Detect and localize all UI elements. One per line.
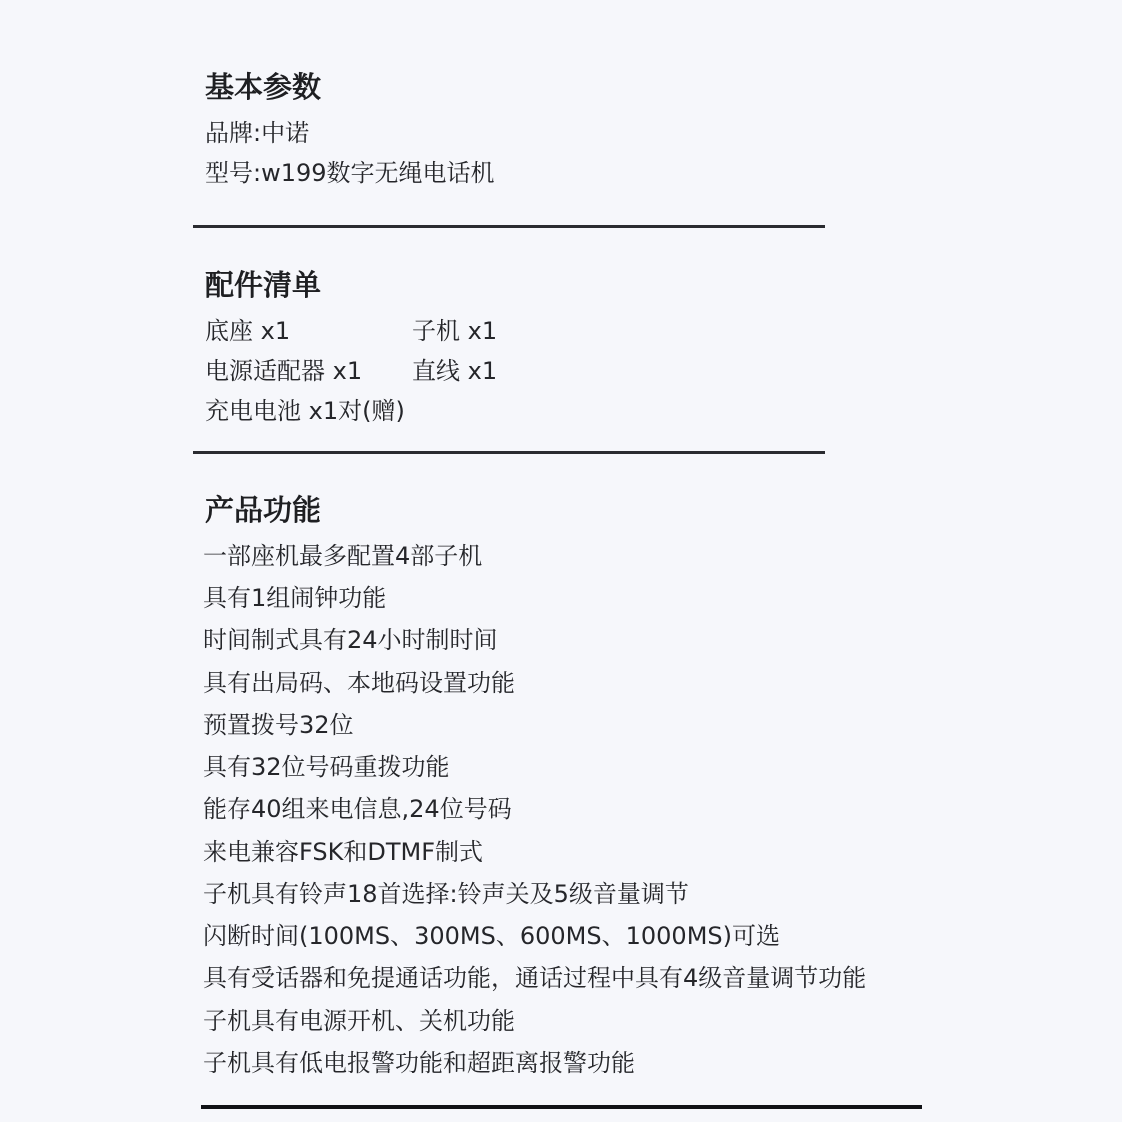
divider-1 — [193, 225, 825, 228]
feature-item: 具有受话器和免提通话功能，通话过程中具有4级音量调节功能 — [203, 964, 867, 992]
feature-item: 具有出局码、本地码设置功能 — [203, 669, 515, 697]
feature-item: 预置拨号32位 — [203, 711, 354, 739]
feature-item: 来电兼容FSK和DTMF制式 — [203, 838, 484, 866]
accessory-item: 充电电池 x1对(赠) — [205, 397, 405, 425]
features-title: 产品功能 — [205, 493, 322, 527]
divider-2 — [193, 451, 825, 454]
accessory-item: 子机 x1 — [412, 317, 498, 345]
feature-item: 一部座机最多配置4部子机 — [203, 542, 483, 570]
feature-item: 子机具有电源开机、关机功能 — [203, 1007, 515, 1035]
feature-item: 子机具有低电报警功能和超距离报警功能 — [203, 1049, 635, 1077]
feature-item: 时间制式具有24小时制时间 — [203, 626, 498, 654]
accessory-item: 电源适配器 x1 — [205, 357, 363, 385]
accessory-item: 直线 x1 — [412, 357, 498, 385]
feature-item: 子机具有铃声18首选择:铃声关及5级音量调节 — [203, 880, 689, 908]
feature-item: 具有32位号码重拨功能 — [203, 753, 450, 781]
brand-text: 品牌:中诺 — [205, 119, 310, 147]
basic-params-title: 基本参数 — [205, 70, 322, 104]
accessories-title: 配件清单 — [205, 268, 322, 302]
accessory-item: 底座 x1 — [205, 317, 291, 345]
feature-item: 能存40组来电信息,24位号码 — [203, 795, 512, 823]
divider-3 — [201, 1105, 922, 1109]
feature-item: 具有1组闹钟功能 — [203, 584, 387, 612]
feature-item: 闪断时间(100MS、300MS、600MS、1000MS)可选 — [203, 922, 780, 950]
model-text: 型号:w199数字无绳电话机 — [205, 159, 495, 187]
